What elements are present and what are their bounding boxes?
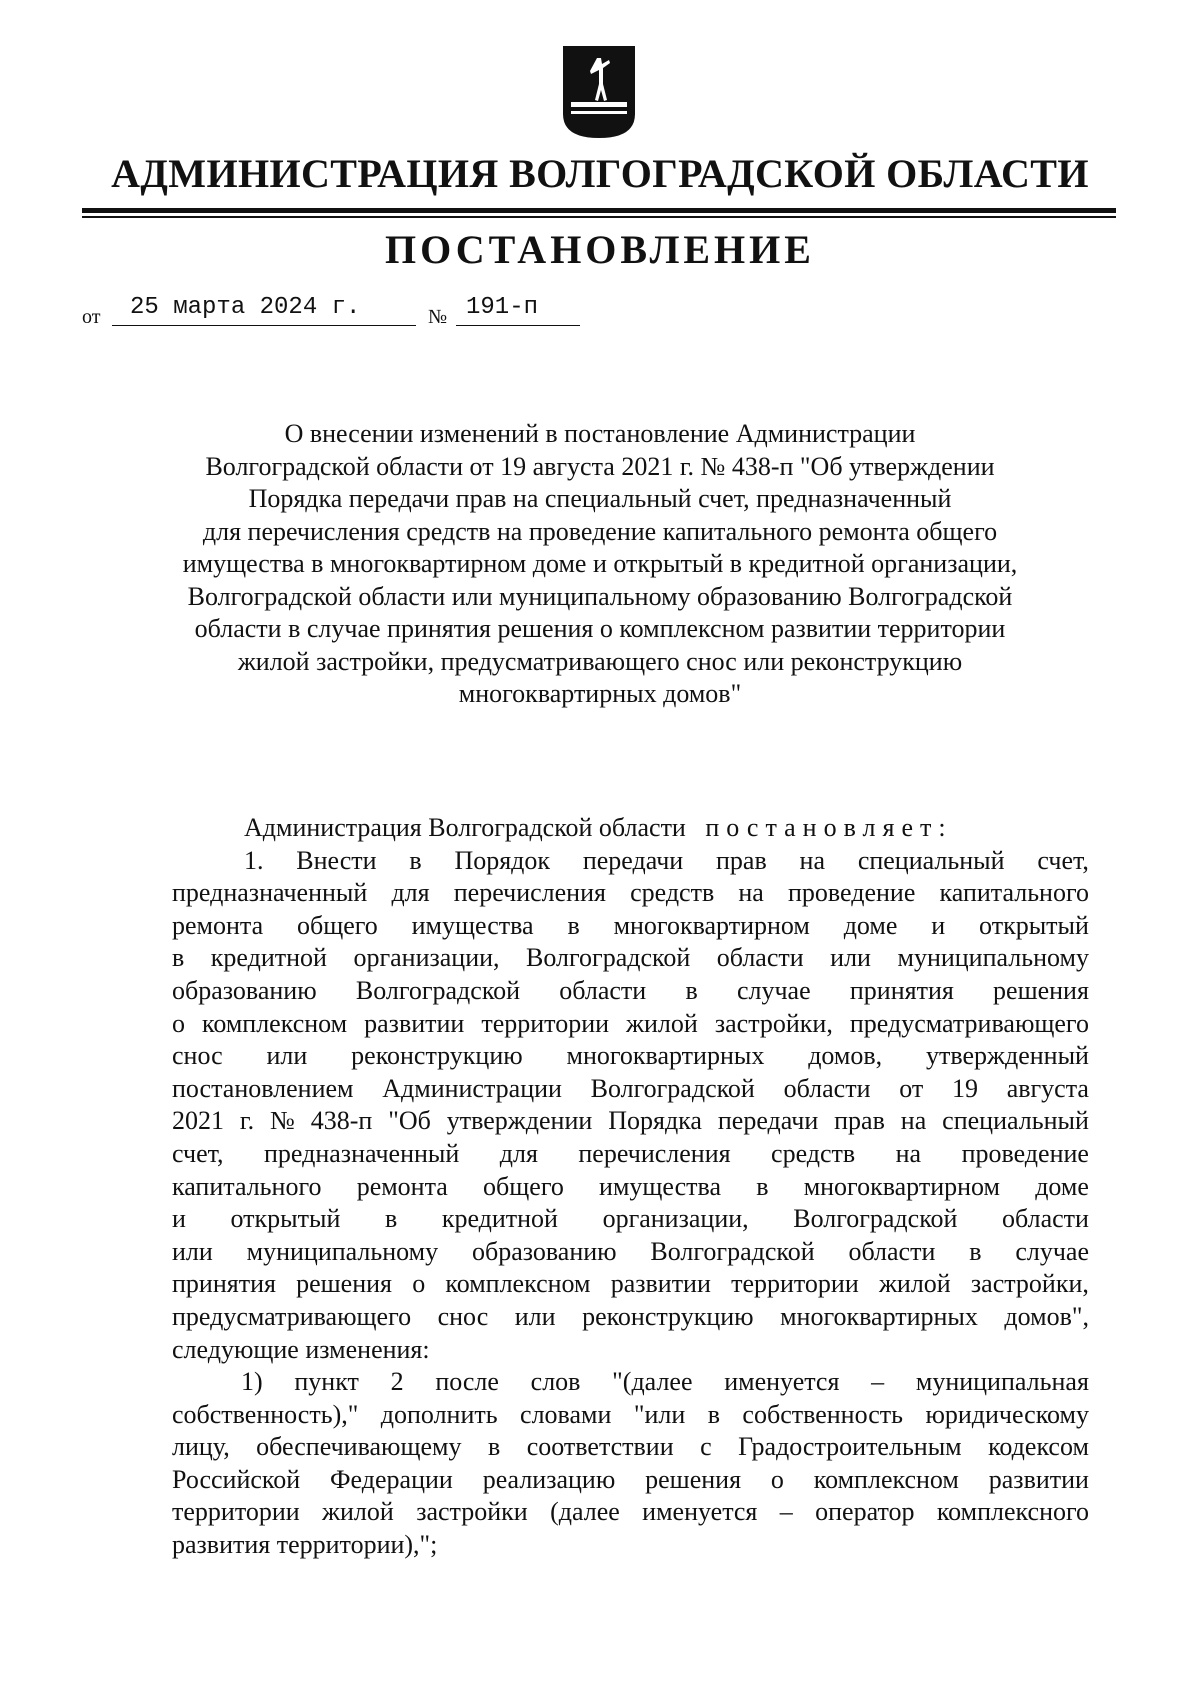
subject-line: жилой застройки, предусматривающего снос или реконструкцию bbox=[237, 646, 963, 676]
subject-line: Порядка передачи прав на специальный счет, предназначенный bbox=[248, 484, 952, 513]
body-line: предназначенный для перечисления средств на проведение капитального bbox=[172, 878, 1089, 908]
subject-line: Волгоградской области от 19 августа 2021 г. № 438-п "Об утверждении bbox=[205, 451, 995, 481]
body-line: снос или реконструкцию многоквартирных домов, утвержденный bbox=[172, 1041, 1089, 1071]
body-line: о комплексном развитии территории жилой застройки, предусматривающего bbox=[172, 1008, 1089, 1038]
body-line: образованию Волгоградской области в случае принятия решения bbox=[172, 975, 1089, 1005]
subject-line: многоквартирных домов" bbox=[458, 679, 742, 708]
document-subject bbox=[160, 418, 1040, 711]
body-line: или муниципальному образованию Волгоградской области в случае bbox=[172, 1236, 1089, 1266]
body-line: развития территории),"; bbox=[172, 1530, 438, 1560]
body-line: собственность)," дополнить словами "или в собственность юридическому bbox=[172, 1399, 1089, 1429]
body-line: Российской Федерации реализацию решения о комплексном развитии bbox=[172, 1464, 1089, 1494]
header-rule-thin bbox=[82, 216, 1116, 218]
subject-line: области в случае принятия решения о комплексном развитии территории bbox=[194, 614, 1006, 643]
volgograd-coat-of-arms-icon bbox=[561, 44, 637, 140]
header-rule-thick bbox=[82, 208, 1116, 213]
document-type-title: ПОСТАНОВЛЕНИЕ bbox=[385, 227, 815, 272]
decree-intro: Администрация Волгоградской области bbox=[244, 813, 686, 842]
body-line: лицу, обеспечивающему в соответствии с Градостроительным кодексом bbox=[172, 1432, 1089, 1462]
body-line: счет, предназначенный для перечисления средств на проведение bbox=[172, 1138, 1089, 1168]
body-line: в кредитной организации, Волгоградской области или муниципальному bbox=[172, 943, 1089, 973]
decree-verb: постановляет: bbox=[705, 813, 953, 842]
document-body bbox=[172, 812, 1089, 1562]
subject-line: О внесении изменений в постановление Администрации bbox=[284, 419, 916, 448]
subject-line: имущества в многоквартирном доме и открытый в кредитной организации, bbox=[182, 549, 1018, 578]
decree-intro-line bbox=[172, 812, 1089, 845]
body-line: 1. Внести в Порядок передачи прав на специальный счет, bbox=[244, 845, 1089, 875]
subject-line: для перечисления средств на проведение капитального ремонта общего bbox=[202, 516, 998, 546]
body-line: капитального ремонта общего имущества в многоквартирном доме bbox=[172, 1171, 1089, 1201]
body-line: следующие изменения: bbox=[172, 1334, 430, 1364]
body-line: и открытый в кредитной организации, Волгоградской области bbox=[172, 1204, 1089, 1234]
body-line: постановлением Администрации Волгоградской области от 19 августа bbox=[172, 1073, 1089, 1103]
organization-title: АДМИНИСТРАЦИЯ ВОЛГОГРАДСКОЙ ОБЛАСТИ bbox=[111, 151, 1089, 196]
document-date: 25 марта 2024 г. bbox=[112, 294, 416, 326]
subject-line: Волгоградской области или муниципальному образованию Волгоградской bbox=[187, 581, 1013, 611]
body-line: предусматривающего снос или реконструкцию многоквартирных домов", bbox=[172, 1301, 1089, 1331]
body-line: ремонта общего имущества в многоквартирном доме и открытый bbox=[172, 910, 1089, 940]
body-line: принятия решения о комплексном развитии территории жилой застройки, bbox=[172, 1269, 1089, 1299]
number-sign: № bbox=[428, 306, 448, 328]
date-prefix: от bbox=[82, 306, 101, 328]
body-line: 2021 г. № 438-п "Об утверждении Порядка передачи прав на специальный bbox=[172, 1106, 1089, 1136]
body-line: 1) пункт 2 после слов "(далее именуется – муниципальная bbox=[241, 1367, 1089, 1397]
body-line: территории жилой застройки (далее именуется – оператор комплексного bbox=[172, 1497, 1089, 1527]
document-number: 191-п bbox=[456, 294, 580, 326]
